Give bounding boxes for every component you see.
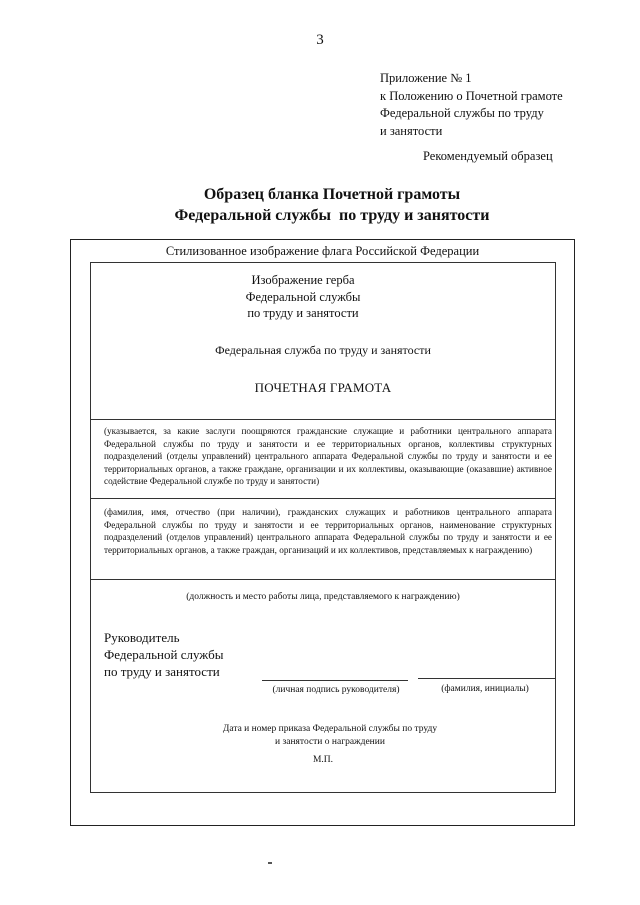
head-title — [104, 629, 223, 680]
appendix-line: Приложение № 1 — [380, 71, 472, 85]
head-title-line: Руководитель — [104, 630, 180, 645]
coat-of-arms-line: Изображение герба — [251, 273, 355, 287]
name-initials-caption: (фамилия, инициалы) — [441, 684, 529, 694]
page-number: 3 — [316, 32, 324, 48]
appendix-line: к Положению о Почетной грамоте — [380, 88, 563, 103]
name-line — [418, 678, 556, 679]
certificate-title: ПОЧЕТНАЯ ГРАМОТА — [254, 380, 392, 395]
order-caption-line: Дата и номер приказа Федеральной службы по труду — [222, 724, 438, 734]
sample-note: Рекомендуемый образец — [423, 149, 553, 163]
head-title-line: Федеральной службы — [104, 647, 224, 662]
coat-of-arms-line: по труду и занятости — [247, 306, 359, 320]
form-title-line: Федеральной службы по труду и занятости — [174, 207, 490, 224]
signature-caption: (личная подпись руководителя) — [272, 685, 400, 695]
appendix-line: Федеральной службы по труду — [380, 106, 544, 120]
form-title-line: Образец бланка Почетной грамоты — [203, 186, 461, 203]
awardee-names-description: (фамилия, имя, отчество (при наличии), гражданских служащих и работников центрального аппарата Федеральной службы по труду и занятости и ее территориальных органов, наименование структурных подразделений (отделов управлений) центрального аппарата Федеральной службы по труду и занятости и ее территориальных органов, а также граждан, организаций и их коллективов, представляемых к награждению) — [104, 507, 552, 555]
divider-line — [90, 419, 556, 420]
stamp-place: М.П. — [312, 755, 334, 765]
merits-description: (указывается, за какие заслуги поощряются гражданские служащие и работники центрального аппарата Федеральной службы по труду и занятости и ее территориальных органов, коллективы структурных подразделений (отделы управлений) центрального аппарата Федеральной службы по труду и занятости и ее территориальных органов, а также граждане, организации и их коллективы, оказывающие (оказавшие) активное содействие Федеральной службе по труду и занятости) — [104, 426, 552, 486]
order-caption-line: и занятости о награждении — [275, 736, 385, 747]
appendix-line: и занятости — [380, 123, 443, 138]
form-title — [0, 184, 640, 226]
appendix-reference — [380, 70, 563, 140]
flag-caption: Стилизованное изображение флага Российской Федерации — [165, 244, 480, 258]
order-caption — [160, 723, 500, 748]
agency-name: Федеральная служба по труду и занятости — [215, 343, 431, 357]
coat-of-arms-caption — [195, 272, 411, 322]
coat-of-arms-line: Федеральной службы — [245, 289, 361, 304]
divider-line — [90, 579, 556, 580]
signature-line — [262, 680, 408, 681]
divider-line — [90, 498, 556, 499]
position-caption: (должность и место работы лица, представляемого к награждению) — [186, 592, 460, 602]
head-title-line: по труду и занятости — [104, 664, 220, 679]
scan-mark — [268, 862, 272, 864]
